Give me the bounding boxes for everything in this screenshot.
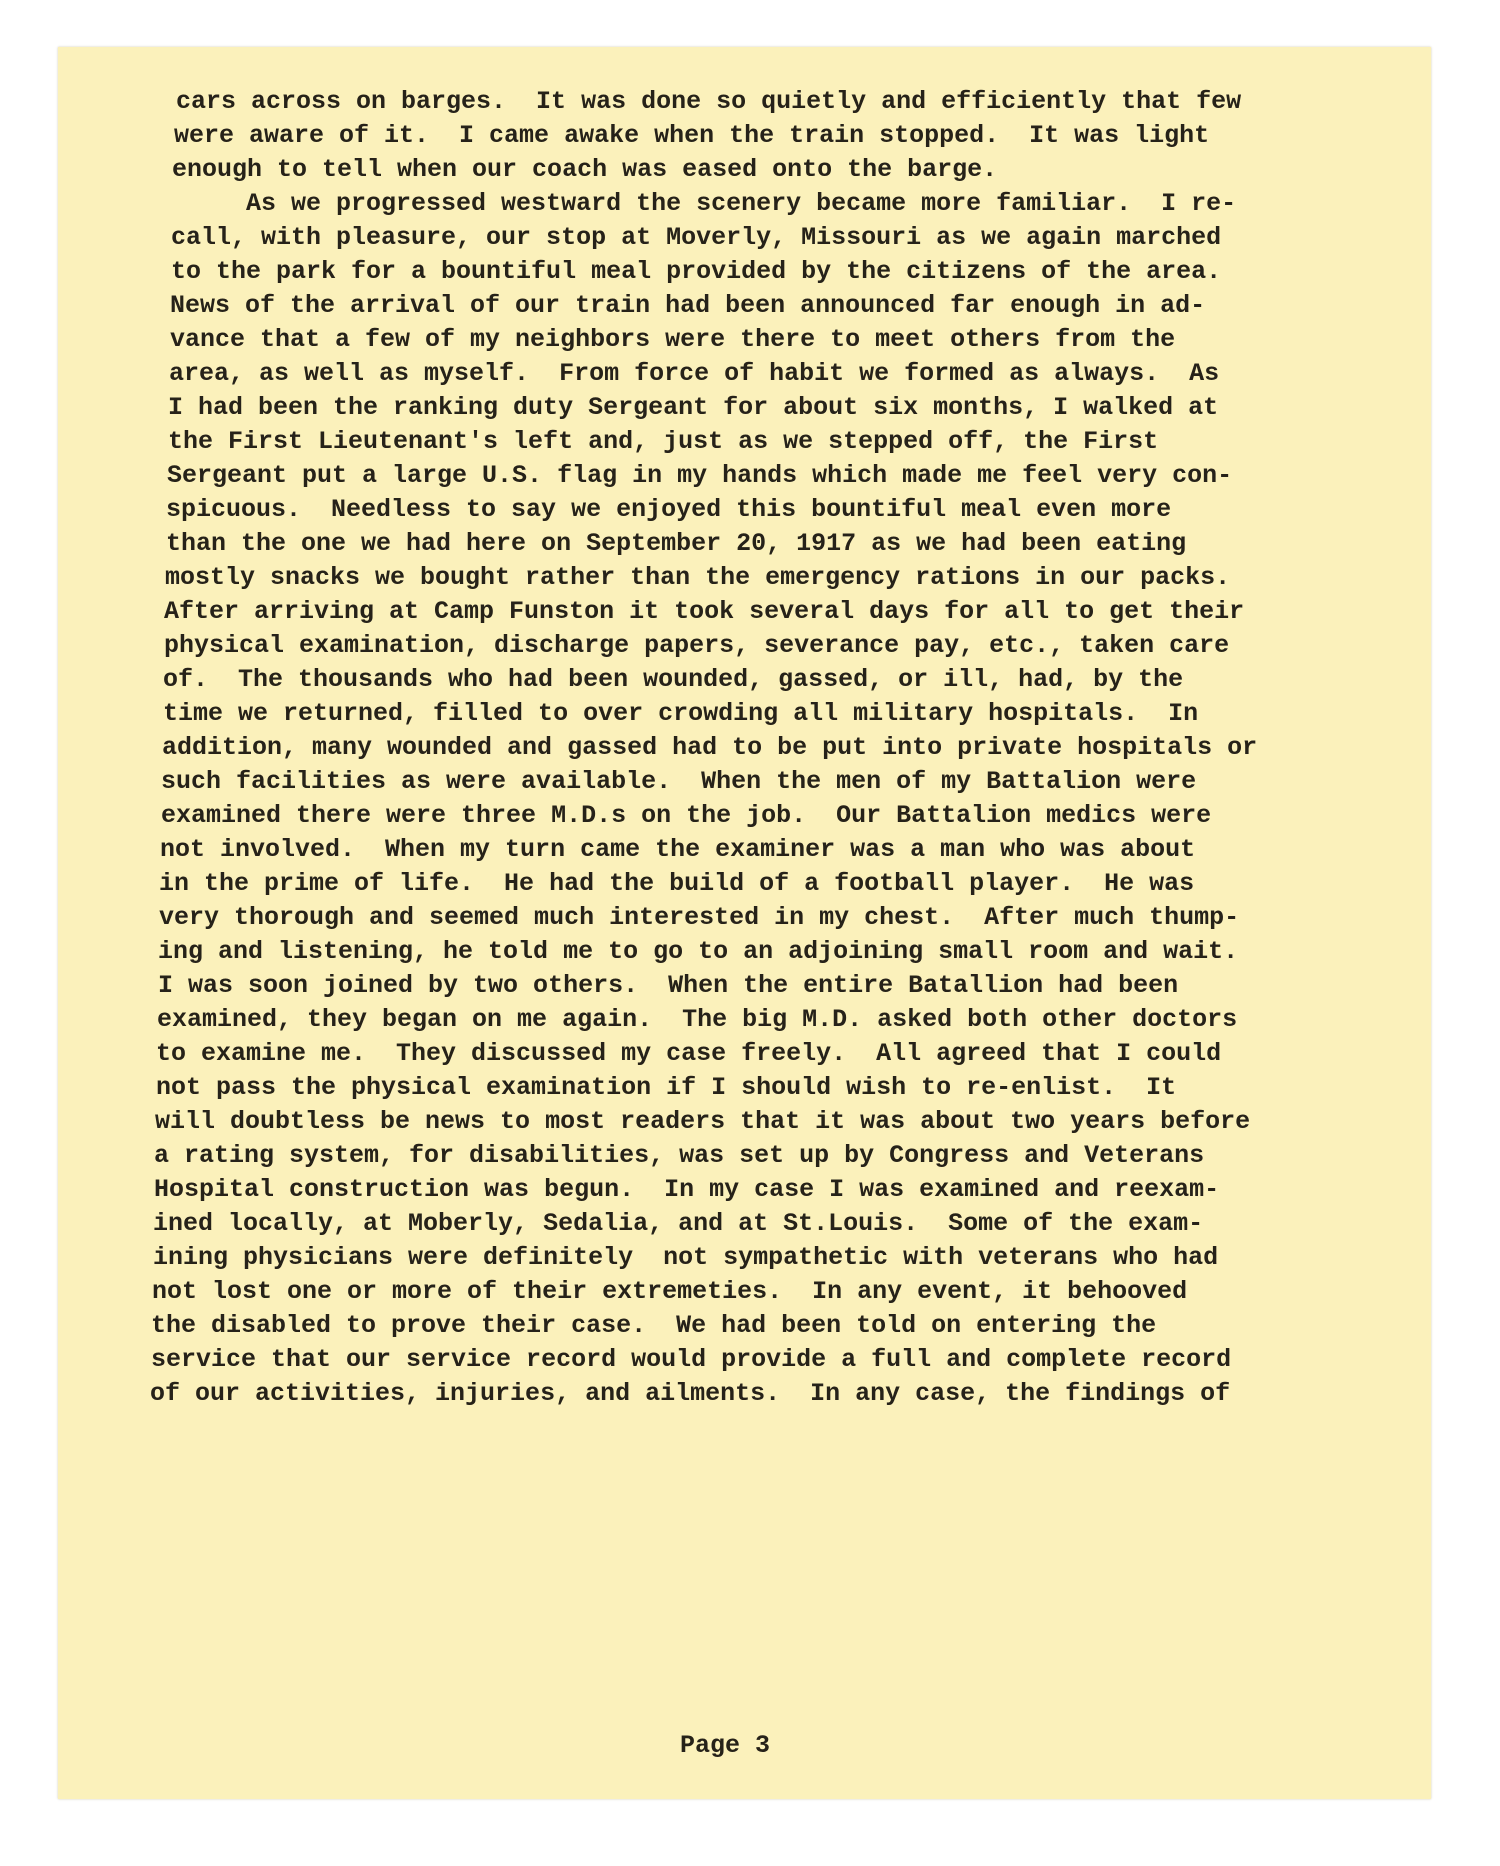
text-line: News of the arrival of our train had been announced far enough in ad- <box>170 291 1206 320</box>
text-line: enough to tell when our coach was eased onto the barge. <box>172 155 998 184</box>
text-line: of. The thousands who had been wounded, gassed, or ill, had, by the <box>163 665 1184 694</box>
text-line: will doubtless be news to most readers that it was about two years before <box>155 1107 1251 1136</box>
text-line: not involved. When my turn came the examiner was a man who was about <box>160 835 1196 864</box>
text-line: ing and listening, he told me to go to an adjoining small room and wait. <box>158 937 1239 966</box>
text-line: Hospital construction was begun. In my case I was examined and reexam- <box>154 1175 1220 1204</box>
text-line: time we returned, filled to over crowding all military hospitals. In <box>163 699 1199 728</box>
text-line: were aware of it. I came awake when the train stopped. It was light <box>174 121 1210 150</box>
text-line: examined there were three M.D.s on the job. Our Battalion medics were <box>161 801 1212 830</box>
text-line: not pass the physical examination if I should wish to re-enlist. It <box>156 1073 1177 1102</box>
text-line: a rating system, for disabilities, was set up by Congress and Veterans <box>154 1141 1205 1170</box>
page-number: Page 3 <box>680 1731 771 1760</box>
text-line: the First Lieutenant's left and, just as we stepped off, the First <box>168 427 1159 456</box>
text-line: cars across on barges. It was done so quietly and efficiently that few <box>176 87 1242 116</box>
text-line: Sergeant put a large U.S. flag in my hands which made me feel very con- <box>167 461 1233 490</box>
text-line: addition, many wounded and gassed had to be put into private hospitals or <box>162 733 1258 762</box>
text-line: of our activities, injuries, and ailments. In any case, the findings of <box>150 1379 1231 1408</box>
text-line: service that our service record would provide a full and complete record <box>151 1345 1232 1374</box>
text-line: ining physicians were definitely not sympathetic with veterans who had <box>153 1243 1219 1272</box>
text-line: not lost one or more of their extremeties. In any event, it behooved <box>152 1277 1188 1306</box>
text-line: the disabled to prove their case. We had been told on entering the <box>151 1311 1157 1340</box>
text-line: vance that a few of my neighbors were there to meet others from the <box>170 325 1176 354</box>
text-line: to examine me. They discussed my case freely. All agreed that I could <box>156 1039 1222 1068</box>
text-line: ined locally, at Moberly, Sedalia, and at St.Louis. Some of the exam- <box>153 1209 1204 1238</box>
text-line: As we progressed westward the scenery became more familiar. I re- <box>171 189 1237 218</box>
text-line: than the one we had here on September 20, 1917 as we had been eating <box>166 529 1187 558</box>
text-line: I was soon joined by two others. When the entire Batallion had been <box>158 971 1179 1000</box>
text-line: physical examination, discharge papers, severance pay, etc., taken care <box>164 631 1230 660</box>
text-line: very thorough and seemed much interested in my chest. After much thump- <box>159 903 1240 932</box>
text-line: area, as well as myself. From force of habit we formed as always. As <box>169 359 1220 388</box>
typewritten-page <box>58 47 1431 1799</box>
text-line: call, with pleasure, our stop at Moverly, Missouri as we again marched <box>171 223 1222 252</box>
text-line: I had been the ranking duty Sergeant for about six months, I walked at <box>168 393 1219 422</box>
text-line: in the prime of life. He had the build of a football player. He was <box>159 869 1195 898</box>
text-line: such facilities as were available. When the men of my Battalion were <box>161 767 1197 796</box>
text-line: mostly snacks we bought rather than the emergency rations in our packs. <box>165 563 1231 592</box>
text-line: examined, they began on me again. The big M.D. asked both other doctors <box>157 1005 1238 1034</box>
text-line: spicuous. Needless to say we enjoyed this bountiful meal even more <box>166 495 1172 524</box>
text-line: to the park for a bountiful meal provided by the citizens of the area. <box>171 257 1222 286</box>
text-line: After arriving at Camp Funston it took several days for all to get their <box>164 597 1245 626</box>
